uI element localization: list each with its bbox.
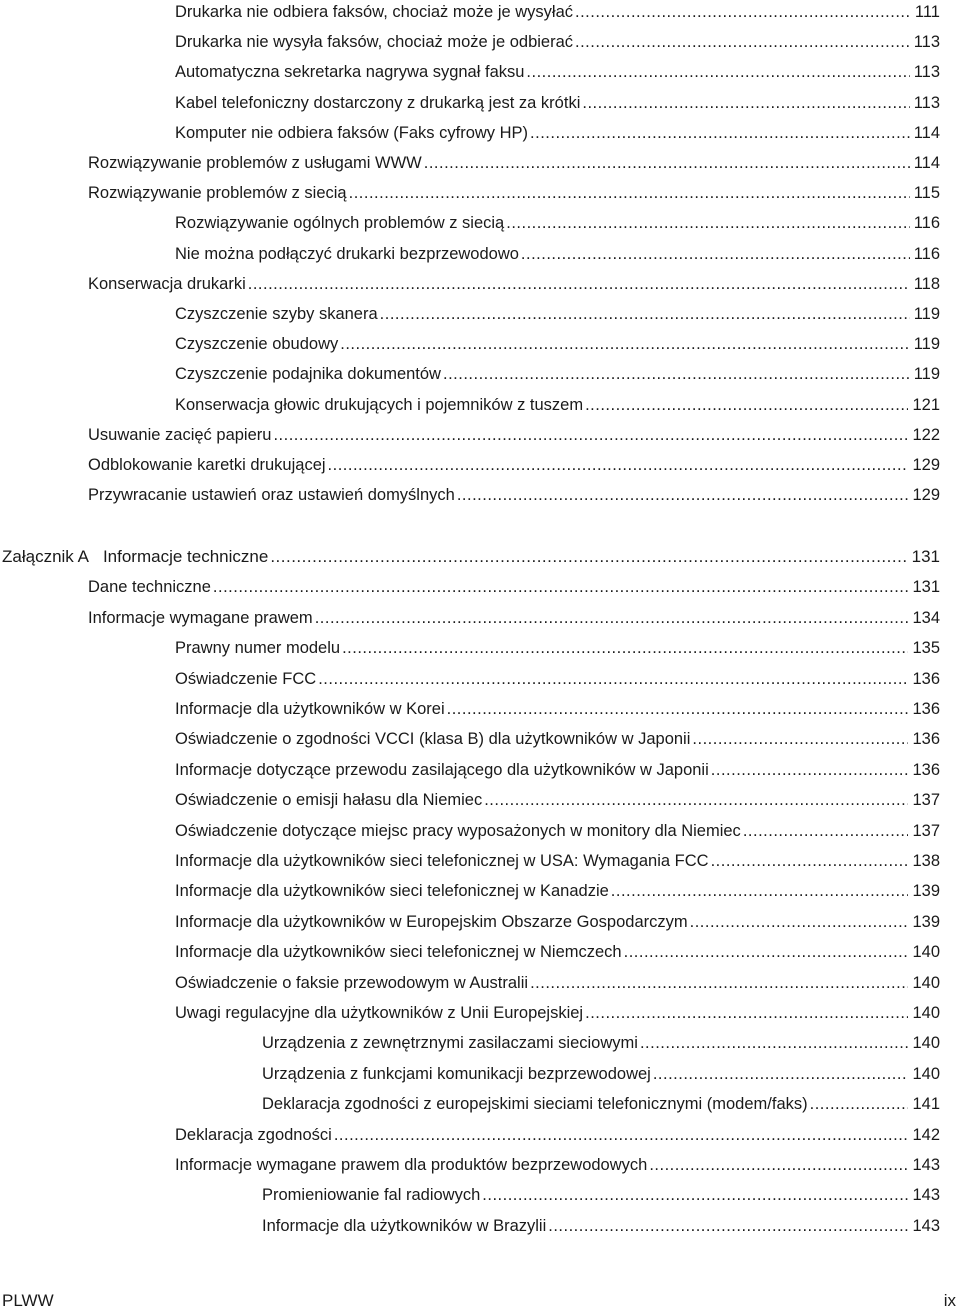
toc-dot-leader	[334, 1123, 909, 1147]
toc-page-number: 121	[912, 395, 940, 414]
toc-dot-leader	[315, 606, 909, 630]
toc-entry[interactable]	[175, 30, 940, 54]
toc-page-number: 115	[913, 184, 940, 203]
toc-entry[interactable]	[175, 727, 940, 751]
toc-entry[interactable]	[175, 0, 940, 24]
toc-dot-leader	[649, 1153, 908, 1177]
toc-entry-title: Drukarka nie odbiera faksów, chociaż może je wysyłać	[175, 3, 574, 21]
toc-entry[interactable]	[175, 910, 940, 934]
toc-dot-leader	[810, 1092, 909, 1116]
toc-entry-title: Automatyczna sekretarka nagrywa sygnał faksu	[175, 63, 525, 82]
toc-page-number: 129	[912, 456, 940, 474]
toc-page-number: 114	[913, 154, 940, 172]
toc-page-number: 143	[912, 1156, 940, 1174]
toc-page-number: 113	[913, 63, 940, 82]
toc-entry-title: Informacje techniczne	[102, 547, 269, 566]
toc-dot-leader	[692, 727, 908, 751]
toc-page-number: 136	[912, 730, 940, 749]
toc-entry-title: Informacje dla użytkowników w Brazylii	[262, 1216, 547, 1235]
toc-entry-title: Informacje dla użytkowników w Europejskim Obszarze Gospodarczym	[175, 912, 688, 931]
footer-brand: PLWW	[2, 1291, 54, 1310]
toc-entry[interactable]	[175, 940, 940, 964]
toc-entry[interactable]	[175, 1001, 940, 1025]
toc-page-number: 142	[912, 1125, 940, 1144]
toc-entry[interactable]	[175, 302, 940, 326]
toc-entry[interactable]	[88, 272, 940, 296]
toc-dot-leader	[585, 393, 908, 417]
toc-page-number: 113	[913, 93, 940, 112]
toc-dot-leader	[624, 940, 909, 964]
toc-page-number: 139	[912, 912, 940, 931]
toc-entry-title: Informacje wymagane prawem	[88, 608, 313, 627]
toc-entry-title: Kabel telefoniczny dostarczony z drukarką jest za krótki	[175, 93, 581, 112]
toc-page-number: 137	[912, 791, 940, 810]
toc-entry[interactable]	[175, 91, 940, 115]
toc-entry-title: Nie można podłączyć drukarki bezprzewodowo	[175, 244, 519, 263]
toc-dot-leader	[582, 91, 909, 115]
toc-dot-leader	[457, 483, 909, 507]
toc-page-number: 118	[913, 274, 940, 293]
toc-dot-leader	[213, 575, 909, 599]
toc-page-number: 143	[912, 1186, 940, 1205]
toc-page-number: 113	[913, 33, 940, 52]
toc-dot-leader	[328, 453, 909, 477]
toc-entry[interactable]	[175, 393, 940, 417]
toc-page-number: 122	[912, 425, 940, 444]
toc-dot-leader	[575, 30, 910, 54]
toc-dot-leader	[270, 545, 907, 569]
toc-dot-leader	[273, 423, 908, 447]
toc-entry-title: Informacje dotyczące przewodu zasilającego dla użytkowników w Japonii	[175, 760, 709, 779]
toc-entry-title: Oświadczenie o emisji hałasu dla Niemiec	[175, 791, 483, 810]
toc-entry-title: Konserwacja głowic drukujących i pojemników z tuszem	[175, 395, 584, 414]
toc-page-number: 119	[913, 365, 940, 384]
toc-dot-leader	[526, 60, 909, 84]
toc-page-number: 135	[912, 639, 940, 658]
toc-entry-title: Informacje dla użytkowników sieci telefonicznej w Niemczech	[175, 943, 622, 962]
toc-dot-leader	[711, 849, 909, 873]
toc-entry[interactable]	[262, 1092, 940, 1116]
toc-entry-title: Urządzenia z funkcjami komunikacji bezprzewodowej	[262, 1064, 651, 1083]
toc-dot-leader	[342, 636, 908, 660]
toc-dot-leader	[340, 332, 909, 356]
toc-page-number: 129	[912, 486, 940, 505]
toc-entry[interactable]	[175, 819, 940, 843]
toc-entry-title: Czyszczenie obudowy	[175, 335, 339, 354]
toc-entry-title: Deklaracja zgodności	[175, 1125, 332, 1144]
toc-entry-title: Konserwacja drukarki	[88, 274, 246, 293]
toc-page-number: 137	[912, 821, 940, 840]
toc-entry-title: Oświadczenie o faksie przewodowym w Australii	[175, 973, 529, 992]
toc-entry[interactable]	[175, 121, 940, 145]
toc-entry-title: Urządzenia z zewnętrznymi zasilaczami sieciowymi	[262, 1034, 638, 1053]
toc-page-number: 143	[912, 1216, 940, 1235]
toc-page-number: 111	[914, 3, 940, 21]
toc-page-number: 140	[912, 1034, 940, 1053]
toc-page-number: 116	[913, 214, 940, 233]
toc-dot-leader	[443, 362, 910, 386]
toc-entry[interactable]	[175, 971, 940, 995]
toc-entry-title: Odblokowanie karetki drukującej	[88, 456, 326, 474]
toc-page-number: 139	[912, 882, 940, 901]
toc-chapter-entry[interactable]	[2, 545, 940, 569]
toc-dot-leader	[548, 1214, 908, 1238]
toc-dot-leader	[653, 1062, 909, 1086]
toc-entry-title: Informacje dla użytkowników sieci telefonicznej w USA: Wymagania FCC	[175, 852, 709, 870]
toc-entry-title: Deklaracja zgodności z europejskimi sieciami telefonicznymi (modem/faks)	[262, 1095, 808, 1114]
toc-entry[interactable]	[175, 332, 940, 356]
toc-entry-title: Informacje dla użytkowników w Korei	[175, 700, 445, 718]
toc-entry-title: Promieniowanie fal radiowych	[262, 1186, 481, 1205]
toc-entry[interactable]	[88, 151, 940, 175]
toc-entry-title: Dane techniczne	[88, 578, 211, 597]
toc-page-number: 140	[912, 1064, 940, 1083]
toc-dot-leader	[640, 1031, 909, 1055]
toc-entry[interactable]	[175, 60, 940, 84]
toc-entry[interactable]	[175, 758, 940, 782]
toc-dot-leader	[585, 1001, 908, 1025]
toc-page-number: 141	[912, 1095, 940, 1114]
toc-entry[interactable]	[175, 697, 940, 721]
toc-page-number: 140	[912, 973, 940, 992]
toc-entry[interactable]	[175, 879, 940, 903]
toc-entry-title: Czyszczenie podajnika dokumentów	[175, 365, 441, 384]
toc-entry-title: Oświadczenie dotyczące miejsc pracy wyposażonych w monitory dla Niemiec	[175, 821, 741, 840]
toc-dot-leader	[530, 971, 908, 995]
toc-dot-leader	[424, 151, 910, 175]
toc-entry-title: Usuwanie zacięć papieru	[88, 425, 272, 444]
toc-page-number: 131	[911, 547, 940, 566]
toc-entry-title: Oświadczenie FCC	[175, 669, 317, 688]
toc-dot-leader	[611, 879, 909, 903]
toc-entry[interactable]	[262, 1062, 940, 1086]
toc-entry-title: Rozwiązywanie ogólnych problemów z siecią	[175, 214, 505, 233]
toc-entry[interactable]	[175, 362, 940, 386]
toc-dot-leader	[248, 272, 910, 296]
toc-entry[interactable]	[175, 1123, 940, 1147]
toc-page-number: 114	[913, 123, 940, 142]
toc-entry[interactable]	[175, 667, 940, 691]
toc-page-number: 119	[913, 335, 940, 354]
toc-page-number: 131	[912, 578, 940, 597]
toc-entry-title: Komputer nie odbiera faksów (Faks cyfrowy HP)	[175, 123, 529, 142]
toc-dot-leader	[575, 0, 911, 24]
toc-entry[interactable]	[88, 483, 940, 507]
toc-entry[interactable]	[88, 453, 940, 477]
toc-entry[interactable]	[175, 1153, 940, 1177]
toc-page-number: 138	[912, 852, 940, 870]
toc-entry-title: Informacje wymagane prawem dla produktów bezprzewodowych	[175, 1156, 648, 1174]
toc-page-number: 116	[913, 244, 940, 263]
toc-page-number: 136	[912, 700, 940, 718]
toc-page-number: 136	[912, 760, 940, 779]
toc-entry[interactable]	[262, 1214, 940, 1238]
toc-dot-leader	[349, 181, 910, 205]
toc-entry-title: Prawny numer modelu	[175, 639, 341, 658]
toc-page-number: 140	[912, 1004, 940, 1022]
toc-dot-leader	[447, 697, 909, 721]
toc-entry[interactable]	[88, 423, 940, 447]
toc-page-number: 134	[912, 608, 940, 627]
toc-dot-leader	[530, 121, 910, 145]
toc-entry[interactable]	[175, 636, 940, 660]
toc-dot-leader	[484, 788, 908, 812]
toc-entry[interactable]	[175, 242, 940, 266]
toc-entry[interactable]	[175, 788, 940, 812]
toc-page-number: 136	[912, 669, 940, 688]
toc-entry-title: Czyszczenie szyby skanera	[175, 305, 378, 323]
toc-dot-leader	[711, 758, 909, 782]
toc-entry-title: Przywracanie ustawień oraz ustawień domyślnych	[88, 486, 455, 505]
footer-page-number: ix	[943, 1291, 956, 1310]
toc-entry[interactable]	[88, 606, 940, 630]
toc-entry-title: Rozwiązywanie problemów z siecią	[88, 184, 347, 203]
toc-entry-title: Drukarka nie wysyła faksów, chociaż może je odbierać	[175, 33, 574, 52]
toc-entry[interactable]	[175, 211, 940, 235]
toc-dot-leader	[318, 667, 908, 691]
toc-dot-leader	[482, 1183, 908, 1207]
toc-dot-leader	[521, 242, 910, 266]
toc-entry[interactable]	[175, 849, 940, 873]
toc-entry-title: Rozwiązywanie problemów z usługami WWW	[88, 154, 422, 172]
toc-dot-leader	[743, 819, 909, 843]
toc-entry-title: Oświadczenie o zgodności VCCI (klasa B) dla użytkowników w Japonii	[175, 730, 691, 749]
toc-entry-title: Uwagi regulacyjne dla użytkowników z Unii Europejskiej	[175, 1004, 584, 1022]
toc-entry-title: Informacje dla użytkowników sieci telefonicznej w Kanadzie	[175, 882, 609, 901]
toc-entry[interactable]	[88, 575, 940, 599]
toc-entry[interactable]	[262, 1031, 940, 1055]
toc-page-number: 119	[913, 305, 940, 323]
toc-dot-leader	[690, 910, 909, 934]
toc-dot-leader	[506, 211, 909, 235]
toc-entry[interactable]	[262, 1183, 940, 1207]
toc-chapter-label: Załącznik A	[2, 547, 89, 566]
toc-entry[interactable]	[88, 181, 940, 205]
toc-page-number: 140	[912, 943, 940, 962]
toc-dot-leader	[380, 302, 910, 326]
